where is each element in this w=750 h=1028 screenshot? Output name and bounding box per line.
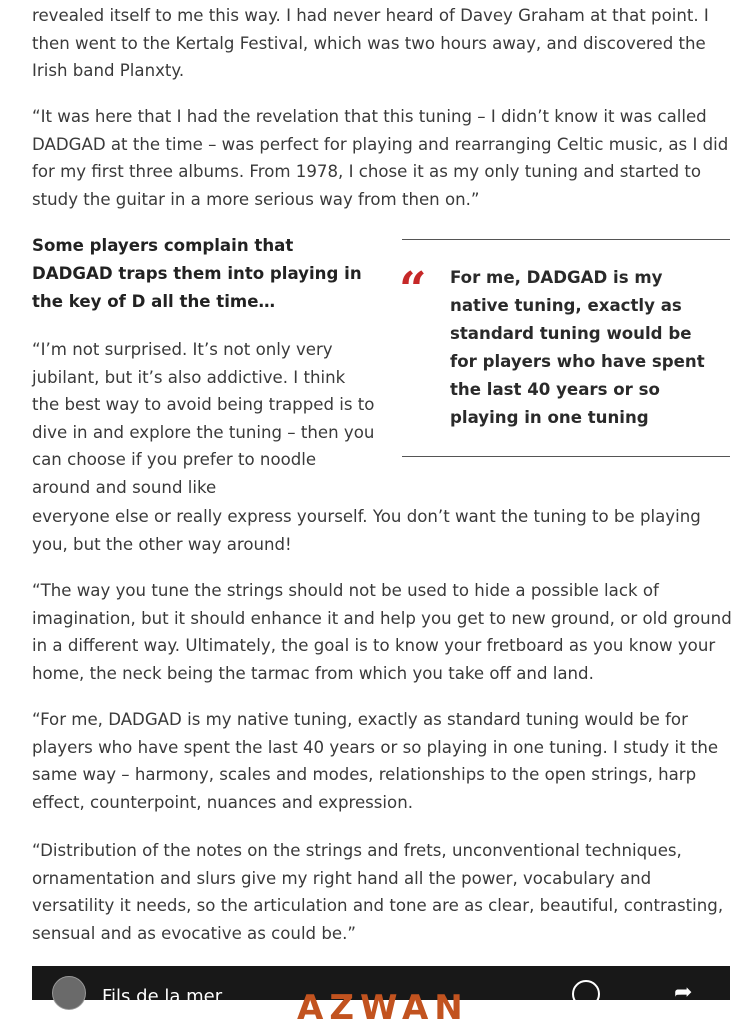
watch-later-icon[interactable] (572, 980, 600, 1008)
video-embed[interactable] (32, 966, 730, 1028)
pull-quote-text: For me, DADGAD is my native tuning, exactly as standard tuning would be for players who have spent the last 40 years or so playing in one tuning (450, 268, 705, 427)
paragraph-revelation: “It was here that I had the revelation that this tuning – I didn’t know it was called DADGAD at the time – was perfect for playing and rearranging Celtic music, as I did for my first three albums. From 1978, I chose it as my only tuning and started to study the guitar in a more serious way from then on.” (32, 107, 729, 209)
video-thumbnail-banner: AZWAN (297, 988, 469, 1028)
paragraph-not-surprised-rest: everyone else or really express yourself. You don’t want the tuning to be playing you, but the other way around! (32, 507, 701, 554)
paragraph-distribution: “Distribution of the notes on the strings and frets, unconventional techniques, ornamentation and slurs give my right hand all the power, vocabulary and versatility it needs, so the articulation and tone are as clear, beautiful, contrasting, sensual and as evocative as could be.” (32, 841, 724, 943)
subheading-question: Some players complain that DADGAD traps them into playing in the key of D all the time… (32, 236, 362, 311)
share-icon[interactable]: ➦ (674, 980, 693, 1005)
pull-quote (399, 239, 730, 457)
quote-mark-icon: “ (399, 262, 427, 318)
paragraph-tune-strings: “The way you tune the strings should not be used to hide a possible lack of imagination, but it should enhance it and help you get to new ground, or old ground in a different way. Ultimately, the goal is to know your fretboard as you know your home, the neck being the tarmac from which you take off and land. (32, 581, 732, 683)
avatar[interactable] (52, 976, 86, 1010)
paragraph-intro: revealed itself to me this way. I had never heard of Davey Graham at that point. I then went to the Kertalg Festival, which was two hours away, and discovered the Irish band Planxty. (32, 6, 709, 81)
paragraph-not-surprised-wrapped: “I’m not surprised. It’s not only very jubilant, but it’s also addictive. I think the best way to avoid being trapped is to dive in and explore the tuning – then you can choose if you prefer to noodle around and sound like (32, 340, 375, 497)
paragraph-native-tuning: “For me, DADGAD is my native tuning, exactly as standard tuning would be for players who have spent the last 40 years or so playing in one tuning. I study it the same way – harmony, scales and modes, relationships to the open strings, harp effect, counterpoint, nuances and expression. (32, 710, 719, 812)
video-title[interactable]: Fils de la mer (102, 986, 223, 1007)
